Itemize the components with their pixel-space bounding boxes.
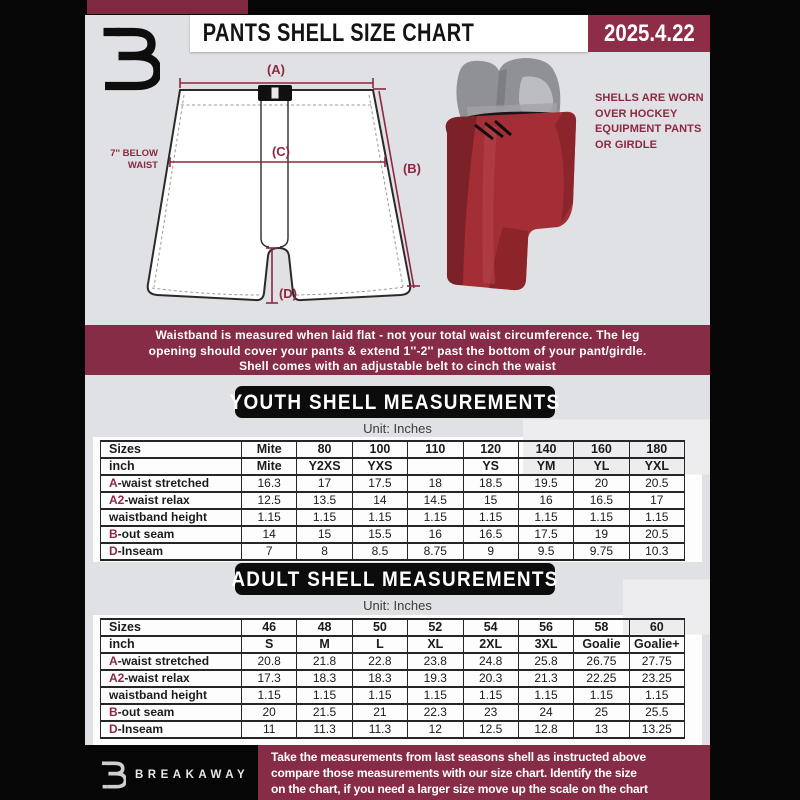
size-value-cell: 16.5 xyxy=(573,493,628,508)
size-value-cell: 17.3 xyxy=(241,671,296,686)
row-label: inch xyxy=(109,637,135,651)
size-value-cell: 20.5 xyxy=(629,527,684,542)
size-value-cell: 7 xyxy=(241,544,296,559)
below-waist-note-line1: 7'' BELOW xyxy=(110,148,158,159)
size-value-cell: 12.5 xyxy=(463,722,518,737)
size-value-cell: 15 xyxy=(296,527,351,542)
notice-line: Shell comes with an adjustable belt to cinch the waist xyxy=(239,359,556,373)
size-value-cell: 9.75 xyxy=(573,544,628,559)
table-row xyxy=(101,620,684,637)
dimension-label-c: (C) xyxy=(271,144,291,159)
size-value-cell: 46 xyxy=(241,620,296,635)
size-value-cell: 13.5 xyxy=(296,493,351,508)
size-value-cell: 11 xyxy=(241,722,296,737)
size-value-cell: 15.5 xyxy=(352,527,407,542)
row-label: A2-waist relax xyxy=(109,493,190,507)
brand-name: BREAKAWAY xyxy=(135,769,250,781)
measure-letter: A2 xyxy=(109,493,125,507)
size-value-cell: 1.15 xyxy=(518,510,573,525)
size-value-cell: 160 xyxy=(573,442,628,457)
footer-brand-logo xyxy=(100,756,249,794)
size-value-cell: 20 xyxy=(573,476,628,491)
size-value-cell: 24.8 xyxy=(463,654,518,669)
footer-line: compare those measurements with our size chart. Identify the size xyxy=(271,766,637,780)
content-column xyxy=(85,15,710,745)
date-badge xyxy=(588,15,710,52)
notice-line: opening should cover your pants & extend 1''-2'' past the bottom of your pant/girdle. xyxy=(148,343,647,358)
size-value-cell: 48 xyxy=(296,620,351,635)
size-value-cell: YXS xyxy=(352,459,407,474)
adult-size-table xyxy=(100,618,685,739)
size-value-cell xyxy=(407,459,462,474)
size-value-cell: 21 xyxy=(352,705,407,720)
size-value-cell: 1.15 xyxy=(241,688,296,703)
table-row xyxy=(101,671,684,688)
size-value-cell: 3XL xyxy=(518,637,573,652)
row-label: B-out seam xyxy=(109,705,175,719)
measure-letter: D xyxy=(109,722,118,736)
size-value-cell: 8.75 xyxy=(407,544,462,559)
size-value-cell: 20 xyxy=(241,705,296,720)
table-row xyxy=(101,637,684,654)
size-value-cell: 80 xyxy=(296,442,351,457)
dimension-label-a: (A) xyxy=(266,62,286,77)
table-row xyxy=(101,493,684,510)
size-value-cell: 23.8 xyxy=(407,654,462,669)
size-value-cell: XL xyxy=(407,637,462,652)
measure-letter: B xyxy=(109,705,118,719)
size-value-cell: 1.15 xyxy=(629,688,684,703)
top-accent-bar xyxy=(87,0,248,14)
adult-unit-label: Unit: Inches xyxy=(363,598,432,613)
size-value-cell: 8 xyxy=(296,544,351,559)
size-value-cell: 1.15 xyxy=(296,510,351,525)
page-title: PANTS SHELL SIZE CHART xyxy=(202,19,475,47)
size-value-cell: 11.3 xyxy=(296,722,351,737)
shorts-outline xyxy=(148,90,411,300)
size-value-cell: 25 xyxy=(573,705,628,720)
footer-line: Take the measurements from last seasons shell as instructed above xyxy=(271,750,646,764)
size-value-cell: 18 xyxy=(407,476,462,491)
size-value-cell: 13 xyxy=(573,722,628,737)
dimension-label-b: (B) xyxy=(402,161,422,176)
size-value-cell: YM xyxy=(518,459,573,474)
size-value-cell: 20.5 xyxy=(629,476,684,491)
size-value-cell: 13.25 xyxy=(629,722,684,737)
size-value-cell: 1.15 xyxy=(352,510,407,525)
size-value-cell: 1.15 xyxy=(296,688,351,703)
size-value-cell: Y2XS xyxy=(296,459,351,474)
size-value-cell: YL xyxy=(573,459,628,474)
size-value-cell: 14 xyxy=(352,493,407,508)
size-value-cell: 1.15 xyxy=(241,510,296,525)
row-label: D-Inseam xyxy=(109,722,164,736)
size-value-cell: 17 xyxy=(296,476,351,491)
table-row xyxy=(101,510,684,527)
page-title-bar xyxy=(190,15,588,52)
row-label: inch xyxy=(109,459,135,473)
size-value-cell: 1.15 xyxy=(352,688,407,703)
size-value-cell: 27.75 xyxy=(629,654,684,669)
size-value-cell: 60 xyxy=(629,620,684,635)
size-value-cell: 16.5 xyxy=(463,527,518,542)
size-value-cell: 9 xyxy=(463,544,518,559)
size-value-cell: 14.5 xyxy=(407,493,462,508)
size-value-cell: 24 xyxy=(518,705,573,720)
row-label: waistband height xyxy=(109,510,208,524)
size-value-cell: 22.3 xyxy=(407,705,462,720)
size-value-cell: 9.5 xyxy=(518,544,573,559)
hockey-pants-photo xyxy=(437,55,597,307)
date-text: 2025.4.22 xyxy=(603,19,695,47)
size-value-cell: 11.3 xyxy=(352,722,407,737)
row-label: B-out seam xyxy=(109,527,175,541)
table-row xyxy=(101,527,684,544)
size-value-cell: 18.5 xyxy=(463,476,518,491)
adult-section-banner: ADULT SHELL MEASUREMENTS xyxy=(235,563,555,595)
size-value-cell: 1.15 xyxy=(463,688,518,703)
table-row xyxy=(101,544,684,561)
size-value-cell: 19 xyxy=(573,527,628,542)
size-value-cell: Mite xyxy=(241,442,296,457)
size-value-cell: S xyxy=(241,637,296,652)
size-value-cell: 2XL xyxy=(463,637,518,652)
row-label: A-waist stretched xyxy=(109,654,210,668)
size-value-cell: 1.15 xyxy=(407,688,462,703)
size-value-cell: 1.15 xyxy=(573,510,628,525)
breakaway-monogram-icon xyxy=(98,23,160,95)
size-value-cell: 52 xyxy=(407,620,462,635)
table-row xyxy=(101,722,684,739)
size-value-cell: 12 xyxy=(407,722,462,737)
size-value-cell: 17.5 xyxy=(352,476,407,491)
size-value-cell: 16.3 xyxy=(241,476,296,491)
dimension-label-d: (D) xyxy=(278,286,298,301)
size-value-cell: 120 xyxy=(463,442,518,457)
size-value-cell: 12.8 xyxy=(518,722,573,737)
measure-letter: A2 xyxy=(109,671,125,685)
size-value-cell: 17 xyxy=(629,493,684,508)
waistband-notice-banner xyxy=(85,325,710,375)
size-value-cell: 22.25 xyxy=(573,671,628,686)
youth-unit-label: Unit: Inches xyxy=(363,421,432,436)
size-value-cell: Goalie+ xyxy=(629,637,684,652)
table-row xyxy=(101,688,684,705)
row-label: D-Inseam xyxy=(109,544,164,558)
size-value-cell: 110 xyxy=(407,442,462,457)
size-value-cell: 25.5 xyxy=(629,705,684,720)
table-row xyxy=(101,705,684,722)
size-value-cell: 23.25 xyxy=(629,671,684,686)
size-value-cell: 140 xyxy=(518,442,573,457)
measure-letter: A xyxy=(109,476,118,490)
measure-letter: B xyxy=(109,527,118,541)
measure-letter: D xyxy=(109,544,118,558)
youth-size-table xyxy=(100,440,685,561)
size-value-cell: 100 xyxy=(352,442,407,457)
size-value-cell: 21.3 xyxy=(518,671,573,686)
size-value-cell: 10.3 xyxy=(629,544,684,559)
size-value-cell: 50 xyxy=(352,620,407,635)
size-value-cell: 20.3 xyxy=(463,671,518,686)
table-row xyxy=(101,459,684,476)
notice-line: Waistband is measured when laid flat - not your total waist circumference. The leg xyxy=(155,328,640,342)
size-value-cell: 19.3 xyxy=(407,671,462,686)
size-value-cell: 17.5 xyxy=(518,527,573,542)
size-value-cell: 58 xyxy=(573,620,628,635)
table-row xyxy=(101,442,684,459)
row-label: Sizes xyxy=(109,442,141,456)
size-value-cell: 16 xyxy=(518,493,573,508)
row-label: A2-waist relax xyxy=(109,671,190,685)
size-value-cell: 21.8 xyxy=(296,654,351,669)
shells-worn-note: SHELLS ARE WORN OVER HOCKEY EQUIPMENT PANTS OR GIRDLE xyxy=(595,92,704,151)
size-value-cell: Mite xyxy=(241,459,296,474)
row-label: waistband height xyxy=(109,688,208,702)
size-value-cell: YXL xyxy=(629,459,684,474)
size-value-cell: Goalie xyxy=(573,637,628,652)
footer-line: on the chart, if you need a larger size move up the scale on the chart xyxy=(271,782,648,796)
size-value-cell: 26.75 xyxy=(573,654,628,669)
size-value-cell: M xyxy=(296,637,351,652)
size-value-cell: 25.8 xyxy=(518,654,573,669)
size-value-cell: 15 xyxy=(463,493,518,508)
size-value-cell: 18.3 xyxy=(296,671,351,686)
size-value-cell: 1.15 xyxy=(518,688,573,703)
size-value-cell: YS xyxy=(463,459,518,474)
measure-letter: A xyxy=(109,654,118,668)
size-value-cell: 21.5 xyxy=(296,705,351,720)
size-value-cell: 22.8 xyxy=(352,654,407,669)
size-value-cell: 56 xyxy=(518,620,573,635)
size-value-cell: 16 xyxy=(407,527,462,542)
size-value-cell: 8.5 xyxy=(352,544,407,559)
size-value-cell: 1.15 xyxy=(407,510,462,525)
size-value-cell: 18.3 xyxy=(352,671,407,686)
footer-instructions-banner xyxy=(258,745,710,800)
size-value-cell: 54 xyxy=(463,620,518,635)
below-waist-note-line2: WAIST xyxy=(127,160,158,171)
breakaway-monogram-icon xyxy=(100,759,126,791)
table-row xyxy=(101,476,684,493)
youth-section-banner: YOUTH SHELL MEASUREMENTS xyxy=(235,386,555,418)
row-label: Sizes xyxy=(109,620,141,634)
table-row xyxy=(101,654,684,671)
size-value-cell: 20.8 xyxy=(241,654,296,669)
size-value-cell: 23 xyxy=(463,705,518,720)
size-value-cell: 1.15 xyxy=(629,510,684,525)
size-value-cell: 19.5 xyxy=(518,476,573,491)
size-value-cell: 180 xyxy=(629,442,684,457)
size-value-cell: L xyxy=(352,637,407,652)
row-label: A-waist stretched xyxy=(109,476,210,490)
size-value-cell: 1.15 xyxy=(573,688,628,703)
size-value-cell: 1.15 xyxy=(463,510,518,525)
size-value-cell: 12.5 xyxy=(241,493,296,508)
size-value-cell: 14 xyxy=(241,527,296,542)
